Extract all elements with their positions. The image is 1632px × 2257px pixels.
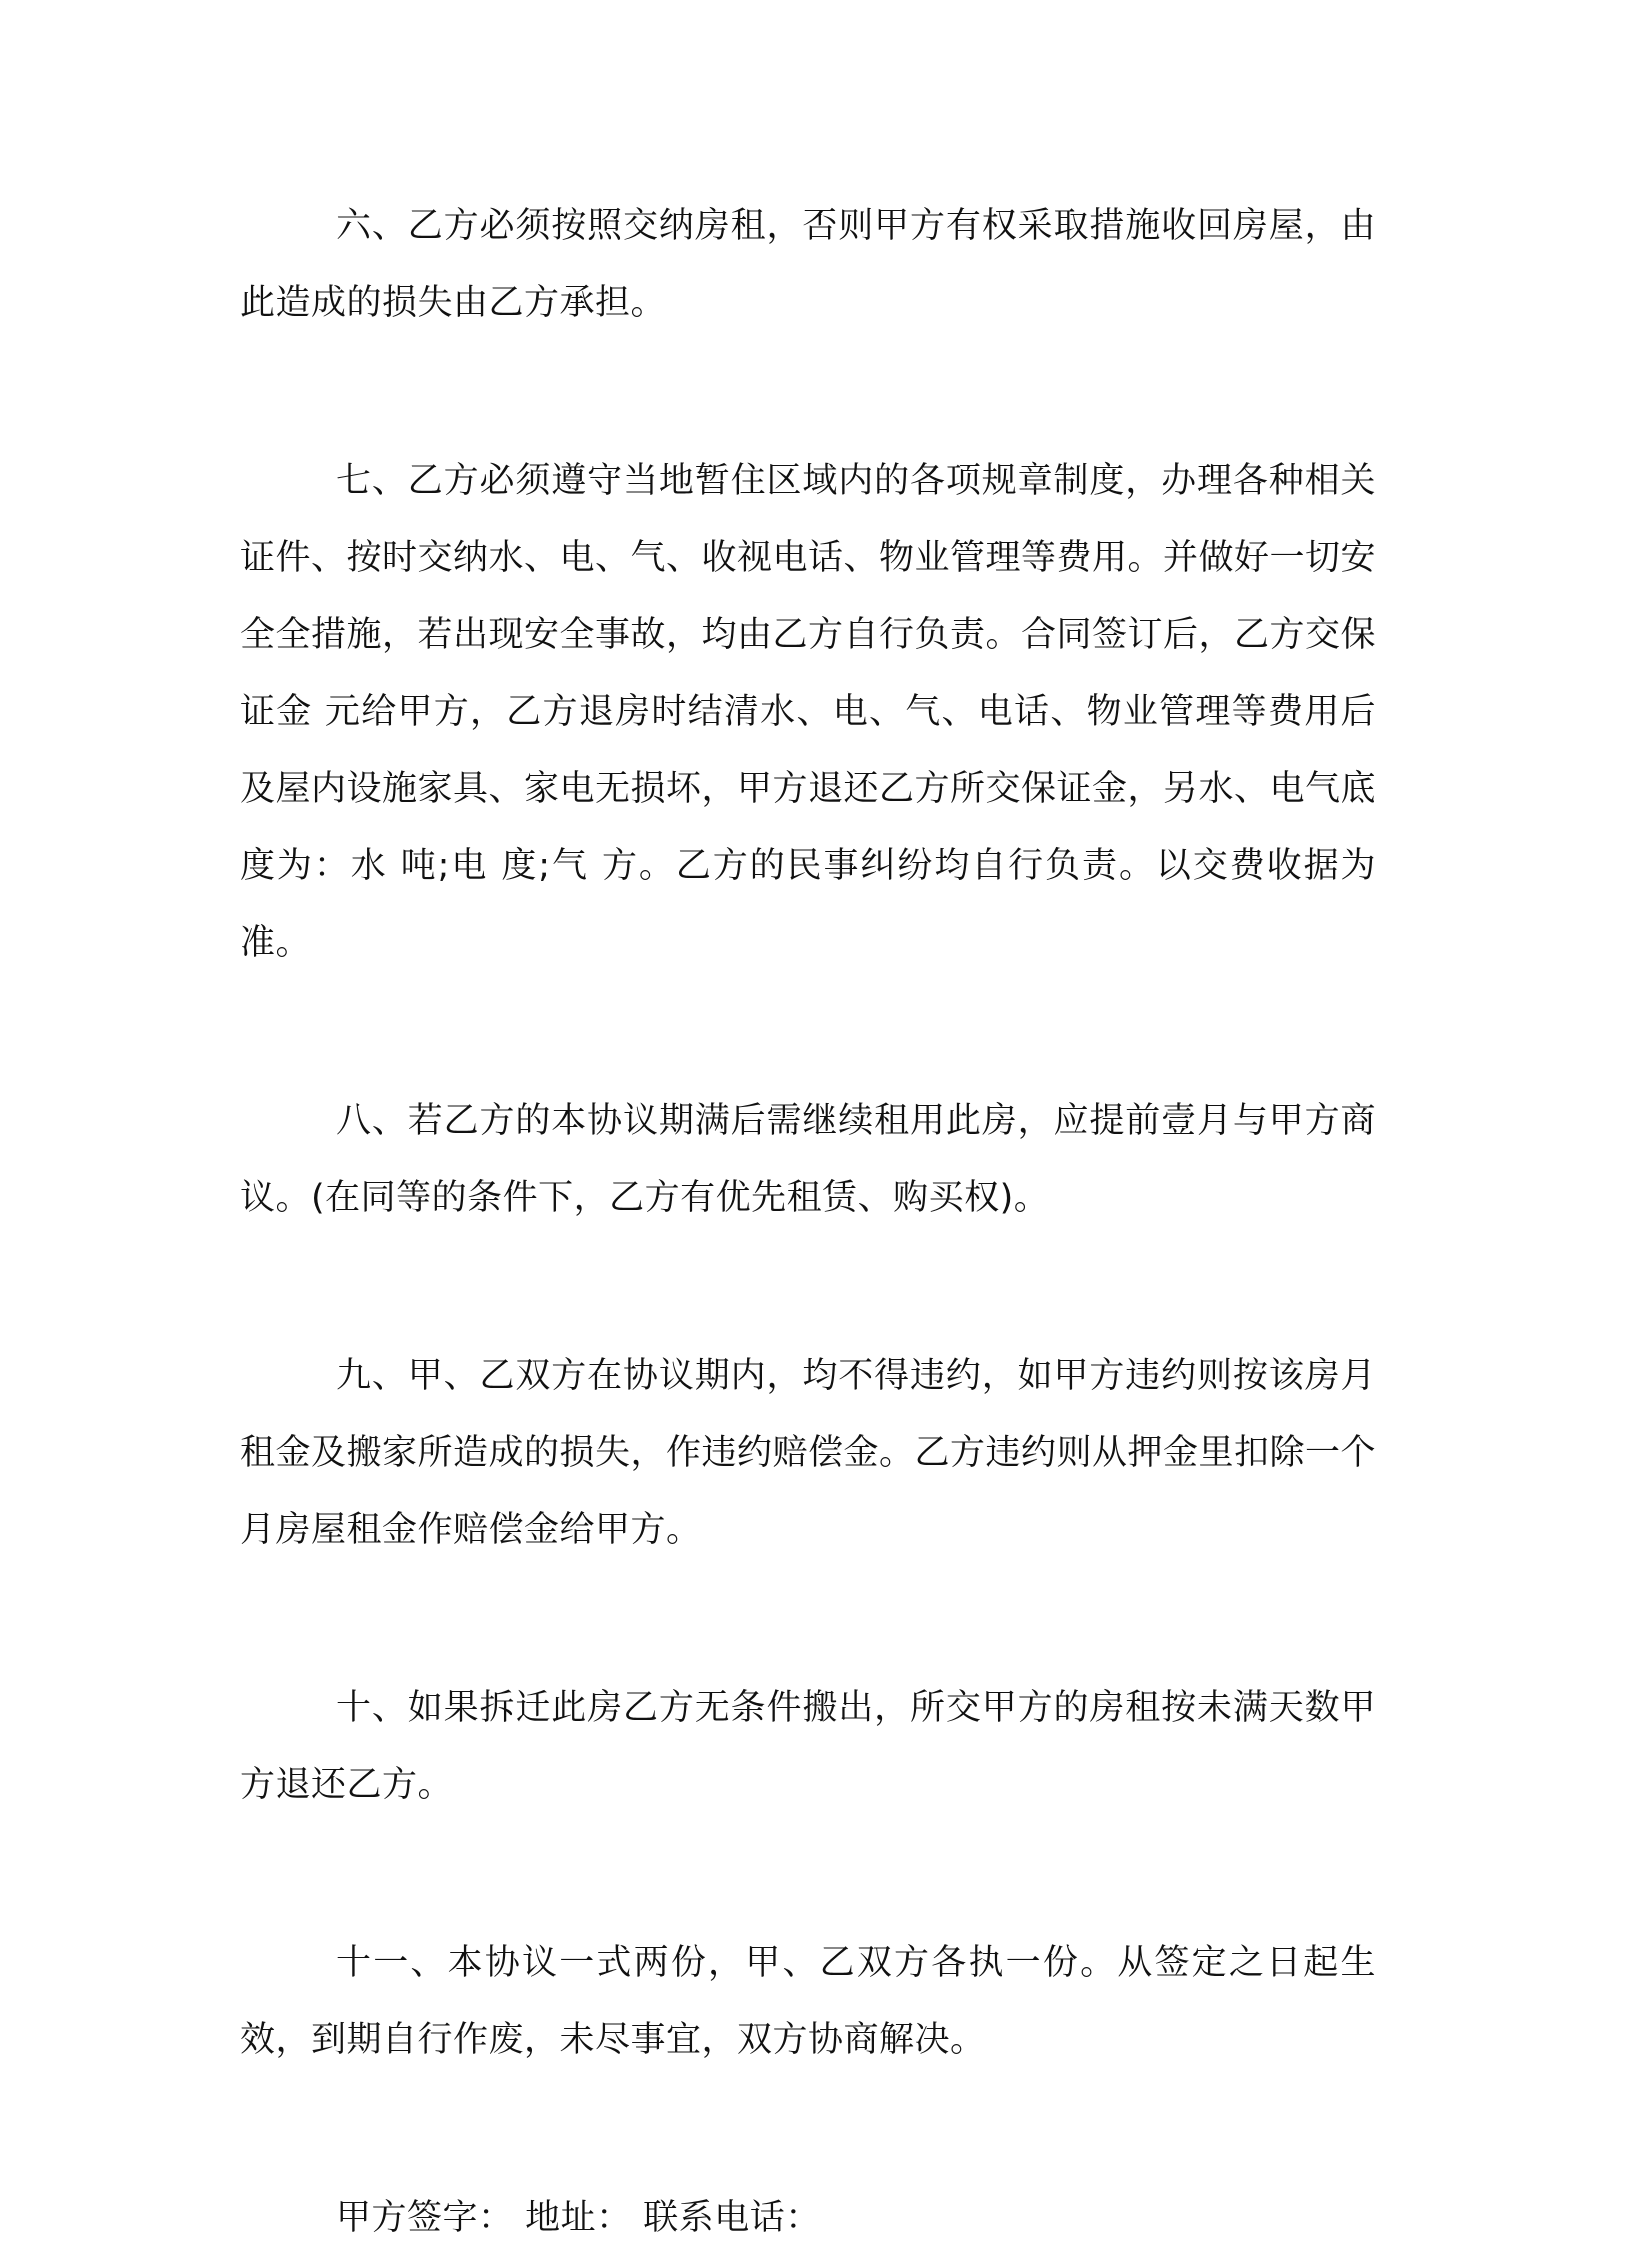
clause-8: 八、若乙方的本协议期满后需继续租用此房，应提前壹月与甲方商议。(在同等的条件下，乙方有优先租赁、购买权)。 xyxy=(240,1101,1376,1218)
signature-line: 甲方签字： 地址： 联系电话： xyxy=(336,2198,821,2238)
document-body xyxy=(240,188,1376,2257)
clause-11: 十一、本协议一式两份，甲、乙双方各执一份。从签定之日起生效，到期自行作废，未尽事宜，双方协商解决。 xyxy=(240,1943,1376,2060)
clause-10: 十、如果拆迁此房乙方无条件搬出，所交甲方的房租按未满天数甲方退还乙方。 xyxy=(240,1688,1376,1805)
clause-6: 六、乙方必须按照交纳房租，否则甲方有权采取措施收回房屋，由此造成的损失由乙方承担。 xyxy=(240,206,1376,323)
clause-9: 九、甲、乙双方在协议期内，均不得违约，如甲方违约则按该房月租金及搬家所造成的损失，作违约赔偿金。乙方违约则从押金里扣除一个月房屋租金作赔偿金给甲方。 xyxy=(240,1356,1377,1550)
clause-7: 七、乙方必须遵守当地暂住区域内的各项规章制度，办理各种相关证件、按时交纳水、电、气、收视电话、物业管理等费用。并做好一切安全全措施，若出现安全事故，均由乙方自行负责。合同签订后，乙方交保证金 元给甲方，乙方退房时结清水、电、气、电话、物业管理等费用后及屋内设施家具、家电无损坏，甲方退还乙方所交保证金，另水、电气底度为：水 吨;电 度;气 方。乙方的民事纠纷均自行负责。以交费收据为准。 xyxy=(240,461,1377,963)
